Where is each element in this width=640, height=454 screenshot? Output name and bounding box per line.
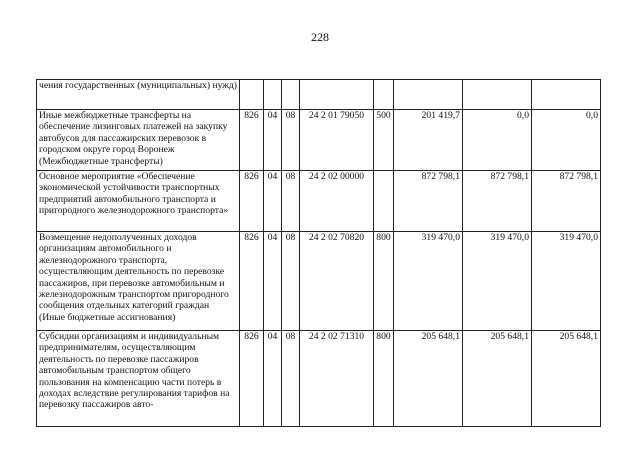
subsection-code-cell: 08 (282, 331, 300, 427)
subsection-code-cell: 08 (282, 171, 300, 232)
table-row (37, 110, 601, 171)
expense-type-cell: 800 (374, 331, 394, 427)
section-code-cell: 04 (264, 331, 282, 427)
budget-table (36, 79, 601, 427)
page-number: 228 (311, 30, 329, 44)
sum-year2-cell: 872 798,1 (463, 171, 532, 232)
row-name-cell: Основное мероприятие «Обеспечение экономической устойчивости транспортных предприятий автомобильного транспорта и пригородного железнодорожного транспорта» (37, 171, 240, 232)
row-name-cell: чения государственных (муниципальных) нужд) (37, 80, 240, 110)
subsection-code-cell: 08 (282, 232, 300, 331)
sum-year2-cell: 0,0 (463, 110, 532, 171)
sum-year3-cell (532, 80, 601, 110)
section-code-cell (264, 80, 282, 110)
row-name-cell: Иные межбюджетные трансферты на обеспечение лизинговых платежей на закупку автобусов для пассажирских перевозок в городском округе город Воронеж (Межбюджетные трансферты) (37, 110, 240, 171)
expense-type-cell (374, 80, 394, 110)
section-code-cell: 04 (264, 232, 282, 331)
sum-year2-cell (463, 80, 532, 110)
subsection-code-cell: 08 (282, 110, 300, 171)
expense-type-cell: 800 (374, 232, 394, 331)
target-article-cell (300, 80, 374, 110)
sum-year1-cell: 319 470,0 (394, 232, 463, 331)
sum-year1-cell: 201 419,7 (394, 110, 463, 171)
target-article-cell: 24 2 02 71310 (300, 331, 374, 427)
sum-year2-cell: 319 470,0 (463, 232, 532, 331)
sum-year3-cell: 319 470,0 (532, 232, 601, 331)
expense-type-cell (374, 171, 394, 232)
table-row (37, 80, 601, 110)
sum-year1-cell (394, 80, 463, 110)
sum-year1-cell: 205 648,1 (394, 331, 463, 427)
ministry-code-cell: 826 (240, 110, 264, 171)
table-row (37, 232, 601, 331)
subsection-code-cell (282, 80, 300, 110)
section-code-cell: 04 (264, 110, 282, 171)
section-code-cell: 04 (264, 171, 282, 232)
sum-year3-cell: 205 648,1 (532, 331, 601, 427)
row-name-cell: Субсидии организациям и индивидуальным предпринимателям, осуществляющим деятельность по перевозке пассажиров автомобильным транспортом общего пользования на компенсацию части потерь в доходах вследствие регулирования тарифов на перевозку пассажиров авто- (37, 331, 240, 427)
sum-year1-cell: 872 798,1 (394, 171, 463, 232)
target-article-cell: 24 2 01 79050 (300, 110, 374, 171)
expense-type-cell: 500 (374, 110, 394, 171)
ministry-code-cell: 826 (240, 331, 264, 427)
table-row (37, 331, 601, 427)
row-name-cell: Возмещение недополученных доходов организациям автомобильного и железнодорожного транспорта, осуществляющим деятельность по перевозке пассажиров, при перевозке автомобильным и железнодорожным транспортом пригородного сообщения отдельных категорий граждан (Иные бюджетные ассигнования) (37, 232, 240, 331)
sum-year3-cell: 872 798,1 (532, 171, 601, 232)
ministry-code-cell: 826 (240, 171, 264, 232)
target-article-cell: 24 2 02 70820 (300, 232, 374, 331)
target-article-cell: 24 2 02 00000 (300, 171, 374, 232)
ministry-code-cell: 826 (240, 232, 264, 331)
ministry-code-cell (240, 80, 264, 110)
sum-year2-cell: 205 648,1 (463, 331, 532, 427)
table-row (37, 171, 601, 232)
sum-year3-cell: 0,0 (532, 110, 601, 171)
